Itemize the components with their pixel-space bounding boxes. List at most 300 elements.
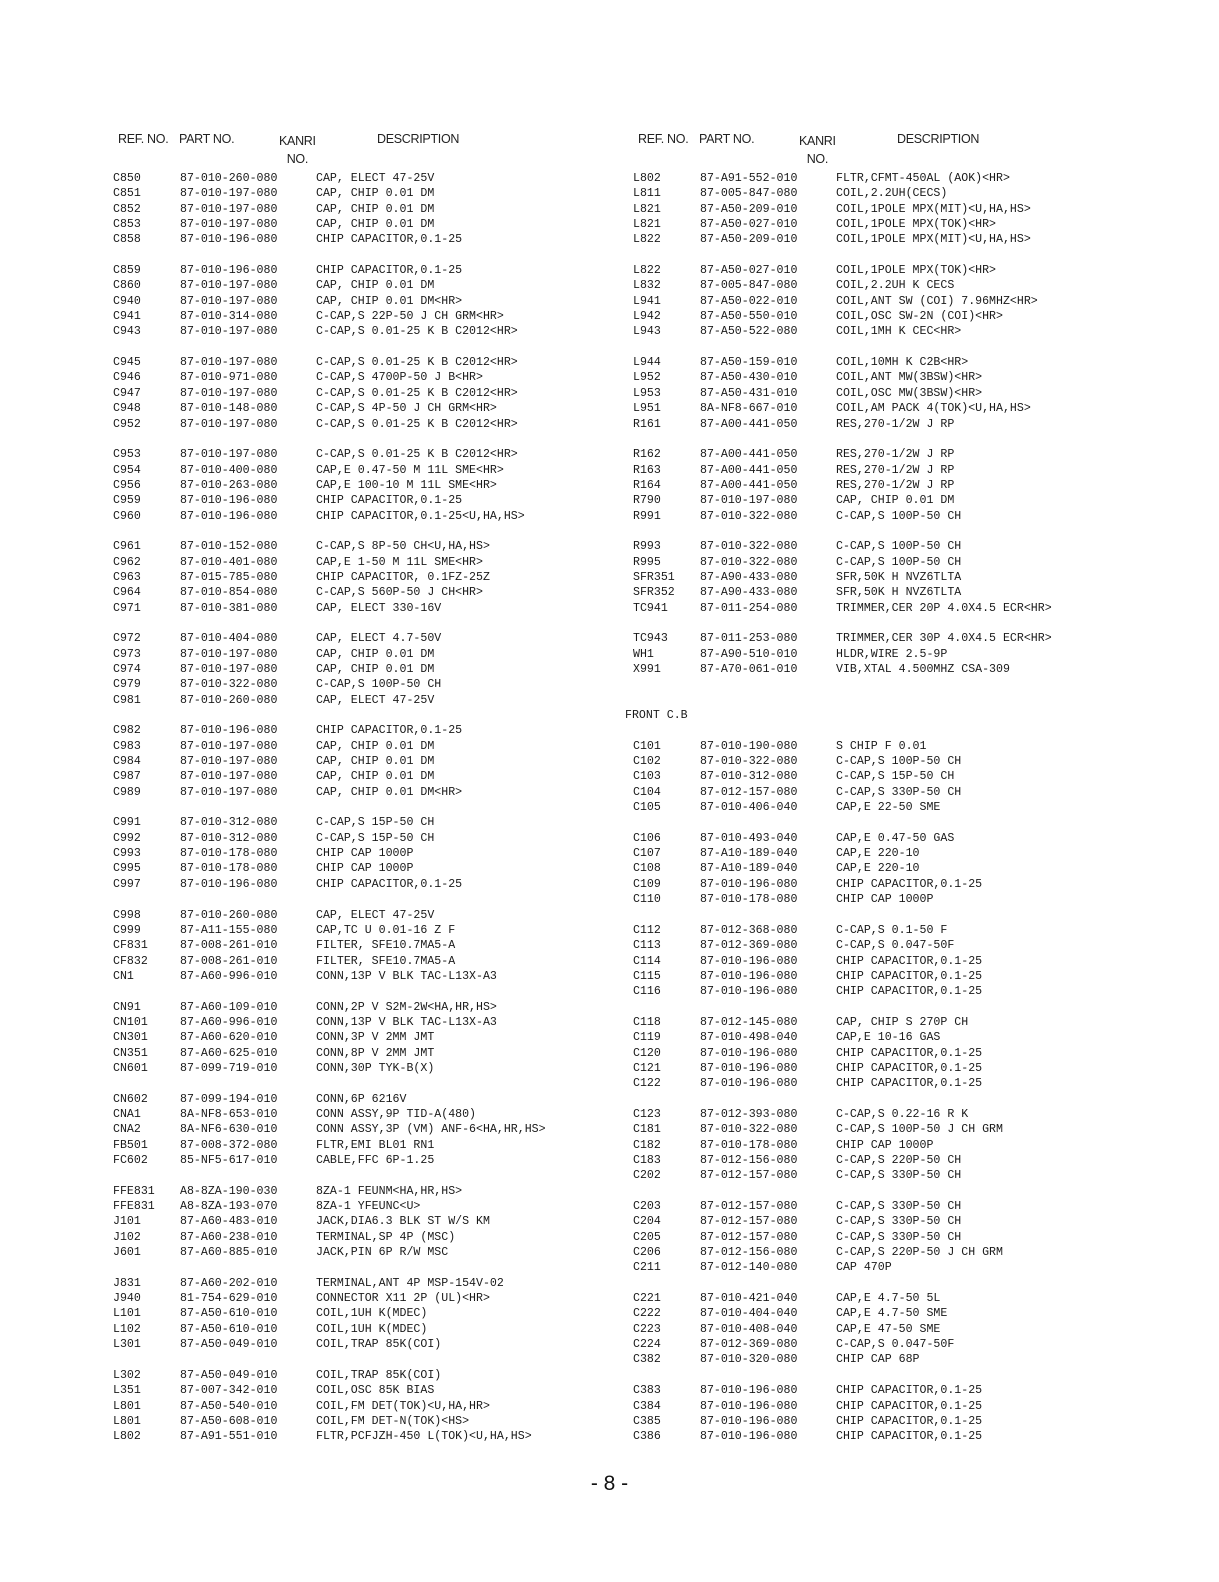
part-no: 87-A91-551-010 [180,1430,278,1444]
description: CHIP CAPACITOR,0.1-25 [316,233,463,247]
part-row [633,785,1093,800]
part-row [633,417,1093,432]
part-row [633,463,1093,478]
part-row [113,647,593,662]
description: CONN,8P V 2MM JMT [316,1046,435,1060]
part-no: 87-010-320-080 [700,1353,798,1367]
ref-no: CF832 [113,954,148,968]
part-row [633,539,1093,554]
part-row [113,969,593,984]
description: CAP, CHIP 0.01 DM [316,755,435,769]
part-row [633,555,1093,570]
parts-rows-left [113,171,593,1445]
ref-no: C203 [633,1200,661,1214]
description: C-CAP,S 0.01-25 K B C2012<HR> [316,356,518,370]
description: TRIMMER,CER 20P 4.0X4.5 ECR<HR> [836,601,1052,615]
part-no: 87-008-261-010 [180,939,278,953]
description: SFR,50K H NVZ6TLTA [836,586,962,600]
description: COIL,TRAP 85K(COI) [316,1338,442,1352]
ref-no: C940 [113,294,141,308]
part-row [633,1138,1093,1153]
description: CONN,6P 6216V [316,1092,407,1106]
description: C-CAP,S 330P-50 CH [836,1169,962,1183]
part-no: 87-010-197-080 [180,325,278,339]
part-no: 87-007-342-010 [180,1384,278,1398]
description: CAP,E 22-50 SME [836,801,941,815]
description: CAP,TC U 0.01-16 Z F [316,923,456,937]
description: CAP, ELECT 47-25V [316,693,435,707]
part-no: A8-8ZA-190-030 [180,1184,278,1198]
part-row [113,202,593,217]
header-kanri-no [279,132,316,168]
part-no: 87-A50-209-010 [700,233,798,247]
ref-no: C852 [113,202,141,216]
part-no: 87-010-404-080 [180,632,278,646]
part-no: 87-005-847-080 [700,279,798,293]
ref-no: CN91 [113,1000,141,1014]
part-no: 87-005-847-080 [700,187,798,201]
description: JACK,DIA6.3 BLK ST W/S KM [316,1215,490,1229]
part-no: 87-A50-209-010 [700,202,798,216]
ref-no: R995 [633,555,661,569]
part-no: 87-A00-441-050 [700,463,798,477]
description: C-CAP,S 15P-50 CH [316,831,435,845]
description: COIL,FM DET(TOK)<U,HA,HR> [316,1399,490,1413]
group-spacer [113,432,593,447]
description: COIL,1UH K(MDEC) [316,1322,428,1336]
part-row [633,831,1093,846]
ref-no: C115 [633,969,661,983]
description: COIL,10MH K C2B<HR> [836,356,969,370]
part-no: 87-A60-202-010 [180,1276,278,1290]
description: CONNECTOR X11 2P (UL)<HR> [316,1292,490,1306]
description: CAP, ELECT 47-25V [316,908,435,922]
part-no: 87-A50-049-010 [180,1368,278,1382]
part-no: 87-A60-109-010 [180,1000,278,1014]
part-row [633,769,1093,784]
ref-no: C964 [113,586,141,600]
part-row [113,386,593,401]
description: CHIP CAPACITOR,0.1-25 [836,1384,983,1398]
ref-no: C998 [113,908,141,922]
part-row [633,631,1093,646]
part-no: 87-A60-238-010 [180,1230,278,1244]
part-no: 87-010-322-080 [700,555,798,569]
ref-no: FFE831 [113,1184,155,1198]
description: CAP, CHIP 0.01 DM [836,494,955,508]
part-row [113,171,593,186]
part-no: 87-010-322-080 [700,1123,798,1137]
part-no: 87-010-178-080 [700,1138,798,1152]
description: CAP,E 220-10 [836,847,920,861]
ref-no: CNA1 [113,1107,141,1121]
description: CHIP CAPACITOR,0.1-25 [836,1430,983,1444]
description: C-CAP,S 220P-50 J CH GRM [836,1246,1003,1260]
part-row [633,324,1093,339]
section-title: FRONT C.B [625,709,688,723]
description: CAP, CHIP 0.01 DM [316,187,435,201]
ref-no: C122 [633,1077,661,1091]
ref-no: R162 [633,448,661,462]
part-no: 87-012-156-080 [700,1154,798,1167]
ref-no: C954 [113,463,141,477]
part-no: 87-010-263-080 [180,478,278,492]
description: COIL,OSC MW(3BSW)<HR> [836,386,983,400]
part-row [113,478,593,493]
ref-no: C113 [633,939,661,953]
description: C-CAP,S 330P-50 CH [836,1200,962,1214]
part-row [113,1322,593,1337]
part-row [113,186,593,201]
part-row [633,984,1093,999]
part-no: 87-012-145-080 [700,1015,798,1029]
part-row [113,677,593,692]
description: COIL,OSC 85K BIAS [316,1384,435,1398]
description: CAP, ELECT 4.7-50V [316,632,442,646]
part-row [633,1214,1093,1229]
ref-no: R163 [633,463,661,477]
part-no: 87-012-140-080 [700,1261,798,1275]
part-row [113,1414,593,1429]
ref-no: L802 [113,1430,141,1444]
description: CAP,E 100-10 M 11L SME<HR> [316,478,497,492]
part-no: 87-A00-441-050 [700,417,798,431]
description: C-CAP,S 4P-50 J CH GRM<HR> [316,402,497,416]
ref-no: CN101 [113,1015,148,1029]
header-kanri-line2: NO. [806,152,829,166]
column-header [633,127,1093,171]
part-no: 87-010-493-040 [700,831,798,845]
part-no: 87-010-196-080 [180,724,278,738]
part-no: 8A-NF8-653-010 [180,1107,278,1121]
ref-no: CNA2 [113,1123,141,1137]
description: C-CAP,S 0.22-16 R K [836,1107,969,1121]
part-row [113,1337,593,1352]
ref-no: C385 [633,1414,661,1428]
part-no: 87-010-197-080 [180,356,278,370]
description: C-CAP,S 8P-50 CH<U,HA,HS> [316,540,490,554]
part-no: 87-010-196-080 [700,1399,798,1413]
part-row [113,662,593,677]
part-row [633,1061,1093,1076]
description: CAP,E 1-50 M 11L SME<HR> [316,555,483,569]
part-no: 87-A60-625-010 [180,1046,278,1060]
part-row [633,1015,1093,1030]
ref-no: C991 [113,816,141,830]
ref-no: X991 [633,663,661,676]
ref-no: L821 [633,202,661,216]
part-no: 87-A10-189-040 [700,847,798,861]
description: CHIP CAPACITOR, 0.1FZ-25Z [316,570,490,584]
part-no: 87-010-196-080 [180,509,278,523]
part-no: 87-A50-049-010 [180,1338,278,1352]
part-row [113,294,593,309]
description: CHIP CAPACITOR,0.1-25 [316,877,463,891]
ref-no: C853 [113,218,141,232]
part-row [113,1046,593,1061]
description: CAP, CHIP 0.01 DM<HR> [316,294,463,308]
ref-no: C952 [113,417,141,431]
ref-no: C999 [113,923,141,937]
ref-no: R991 [633,509,661,523]
part-no: 87-010-196-080 [700,1414,798,1428]
part-row [113,278,593,293]
description: 8ZA-1 FEUNM<HA,HR,HS> [316,1184,463,1198]
description: C-CAP,S 15P-50 CH [316,816,435,830]
part-row [633,1337,1093,1352]
part-row [113,509,593,524]
part-no: 87-015-785-080 [180,570,278,584]
column-header [113,127,593,171]
header-kanri-no [799,132,836,168]
ref-no: FC602 [113,1154,148,1167]
part-row [633,877,1093,892]
ref-no: C983 [113,739,141,753]
description: COIL,1POLE MPX(MIT)<U,HA,HS> [836,202,1031,216]
part-row [113,846,593,861]
description: C-CAP,S 0.01-25 K B C2012<HR> [316,417,518,431]
part-row [113,877,593,892]
ref-no: C224 [633,1338,661,1352]
part-row [633,401,1093,416]
part-row [113,1122,593,1137]
part-row [633,585,1093,600]
part-no: 87-A91-552-010 [700,172,798,185]
ref-no: C107 [633,847,661,861]
ref-no: C110 [633,893,661,907]
parts-column-left [113,127,593,1445]
part-row [633,1322,1093,1337]
part-row [633,1291,1093,1306]
parts-rows-right [625,171,1093,1445]
description: S CHIP F 0.01 [836,739,927,753]
part-no: 87-010-148-080 [180,402,278,416]
description: CONN,30P TYK-B(X) [316,1061,435,1075]
ref-no: TC941 [633,601,668,615]
ref-no: J940 [113,1292,141,1306]
description: TRIMMER,CER 30P 4.0X4.5 ECR<HR> [836,632,1052,646]
part-row [633,1414,1093,1429]
ref-no: C972 [113,632,141,646]
part-row [113,1015,593,1030]
part-no: 81-754-629-010 [180,1292,278,1306]
ref-no: C971 [113,601,141,615]
description: CAP, ELECT 330-16V [316,601,442,615]
part-no: 87-010-152-080 [180,540,278,554]
description: CONN,2P V S2M-2W<HA,HR,HS> [316,1000,497,1014]
part-row [113,923,593,938]
ref-no: C116 [633,985,661,999]
ref-no: C382 [633,1353,661,1367]
ref-no: C973 [113,647,141,661]
ref-no: CN1 [113,969,134,983]
part-row [113,1153,593,1168]
header-kanri-line1: KANRI [279,134,316,148]
group-spacer [113,1260,593,1275]
description: CAP,E 0.47-50 M 11L SME<HR> [316,463,504,477]
group-spacer [113,616,593,631]
description: CAP, CHIP 0.01 DM<HR> [316,785,463,799]
description: C-CAP,S 0.047-50F [836,939,955,953]
group-spacer [113,340,593,355]
part-row [633,478,1093,493]
ref-no: C859 [113,264,141,278]
group-spacer [113,1168,593,1183]
ref-no: WH1 [633,647,654,661]
description: CAP, CHIP 0.01 DM [316,279,435,293]
group-spacer [633,616,1093,631]
description: CHIP CAPACITOR,0.1-25 [316,494,463,508]
part-no: 87-010-178-080 [700,893,798,907]
ref-no: C104 [633,785,661,799]
description: CABLE,FFC 6P-1.25 [316,1154,435,1167]
part-row [113,324,593,339]
part-row [113,769,593,784]
part-row [633,647,1093,662]
description: CONN,13P V BLK TAC-L13X-A3 [316,1015,497,1029]
part-no: 87-010-178-080 [180,847,278,861]
ref-no: J831 [113,1276,141,1290]
part-row [633,1046,1093,1061]
ref-no: C858 [113,233,141,247]
ref-no: FFE831 [113,1200,155,1214]
part-no: 87-010-381-080 [180,601,278,615]
ref-no: C997 [113,877,141,891]
part-no: 87-012-157-080 [700,785,798,799]
header-kanri-line2: NO. [286,152,309,166]
part-row [633,355,1093,370]
part-row [633,493,1093,508]
part-no: 87-010-312-080 [180,816,278,830]
part-no: 87-012-157-080 [700,1200,798,1214]
ref-no: C202 [633,1169,661,1183]
page-number: - 8 - [590,1472,629,1495]
part-row [113,585,593,600]
part-row [633,1399,1093,1414]
ref-no: C221 [633,1292,661,1306]
part-row [113,1276,593,1291]
description: C-CAP,S 330P-50 CH [836,1215,962,1229]
part-row [633,1245,1093,1260]
description: CHIP CAPACITOR,0.1-25<U,HA,HS> [316,509,525,523]
group-spacer [633,1276,1093,1291]
part-row [113,693,593,708]
header-part-no: PART NO. [699,132,755,146]
part-row [633,1429,1093,1444]
description: CHIP CAPACITOR,0.1-25 [316,264,463,278]
group-spacer [113,708,593,723]
group-spacer [633,248,1093,263]
part-no: 8A-NF8-667-010 [700,402,798,416]
description: C-CAP,S 330P-50 CH [836,785,962,799]
part-row [113,785,593,800]
part-no: 87-010-401-080 [180,555,278,569]
part-no: 87-A60-885-010 [180,1246,278,1260]
part-row [113,1184,593,1199]
part-no: 87-A50-022-010 [700,294,798,308]
part-no: 87-010-322-080 [180,678,278,692]
part-row [113,1399,593,1414]
part-no: 87-010-190-080 [700,739,798,753]
group-spacer [633,1092,1093,1107]
part-row [113,1199,593,1214]
description: CAP,E 4.7-50 5L [836,1292,941,1306]
part-no: 87-010-971-080 [180,371,278,385]
part-no: 87-011-254-080 [700,601,798,615]
group-spacer [633,815,1093,830]
part-row [113,232,593,247]
description: TERMINAL,SP 4P (MSC) [316,1230,456,1244]
part-no: 87-A11-155-080 [180,923,278,937]
part-no: 87-010-197-080 [180,739,278,753]
ref-no: C204 [633,1215,661,1229]
part-row [633,294,1093,309]
ref-no: C989 [113,785,141,799]
description: C-CAP,S 100P-50 CH [316,678,442,692]
ref-no: C181 [633,1123,661,1137]
part-no: 87-010-322-080 [700,540,798,554]
ref-no: CN351 [113,1046,148,1060]
description: CHIP CAPACITOR,0.1-25 [836,1399,983,1413]
part-row [633,370,1093,385]
ref-no: J101 [113,1215,141,1229]
description: C-CAP,S 100P-50 J CH GRM [836,1123,1003,1137]
part-row [113,601,593,616]
part-no: 87-A70-061-010 [700,663,798,676]
part-row [113,1429,593,1444]
part-row [113,739,593,754]
description: COIL,FM DET-N(TOK)<HS> [316,1414,470,1428]
ref-no: L952 [633,371,661,385]
ref-no: L822 [633,233,661,247]
part-row [633,1122,1093,1137]
ref-no: C206 [633,1246,661,1260]
part-row [113,570,593,585]
ref-no: C851 [113,187,141,201]
description: COIL,OSC SW-2N (COI)<HR> [836,310,1003,324]
part-row [633,1030,1093,1045]
ref-no: C961 [113,540,141,554]
description: CHIP CAP 1000P [836,1138,934,1152]
description: COIL,1POLE MPX(TOK)<HR> [836,218,997,232]
description: RES,270-1/2W J RP [836,478,955,492]
description: C-CAP,S 0.01-25 K B C2012<HR> [316,386,518,400]
part-no: 87-012-157-080 [700,1169,798,1183]
part-row [113,1245,593,1260]
part-no: 87-A10-189-040 [700,862,798,876]
part-row [633,278,1093,293]
ref-no: C211 [633,1261,661,1275]
part-no: 87-010-196-080 [700,1384,798,1398]
group-spacer [113,984,593,999]
part-no: 87-012-368-080 [700,923,798,937]
description: RES,270-1/2W J RP [836,463,955,477]
description: C-CAP,S 100P-50 CH [836,555,962,569]
description: CHIP CAP 1000P [316,862,414,876]
description: COIL,1POLE MPX(TOK)<HR> [836,264,997,278]
description: CHIP CAPACITOR,0.1-25 [316,724,463,738]
part-no: 87-A50-550-010 [700,310,798,324]
part-no: 87-010-197-080 [180,663,278,676]
part-row [633,202,1093,217]
ref-no: R993 [633,540,661,554]
description: CHIP CAP 68P [836,1353,920,1367]
description: COIL,2.2UH K CECS [836,279,955,293]
part-row [113,1138,593,1153]
part-row [113,954,593,969]
ref-no: C118 [633,1015,661,1029]
ref-no: C182 [633,1138,661,1152]
